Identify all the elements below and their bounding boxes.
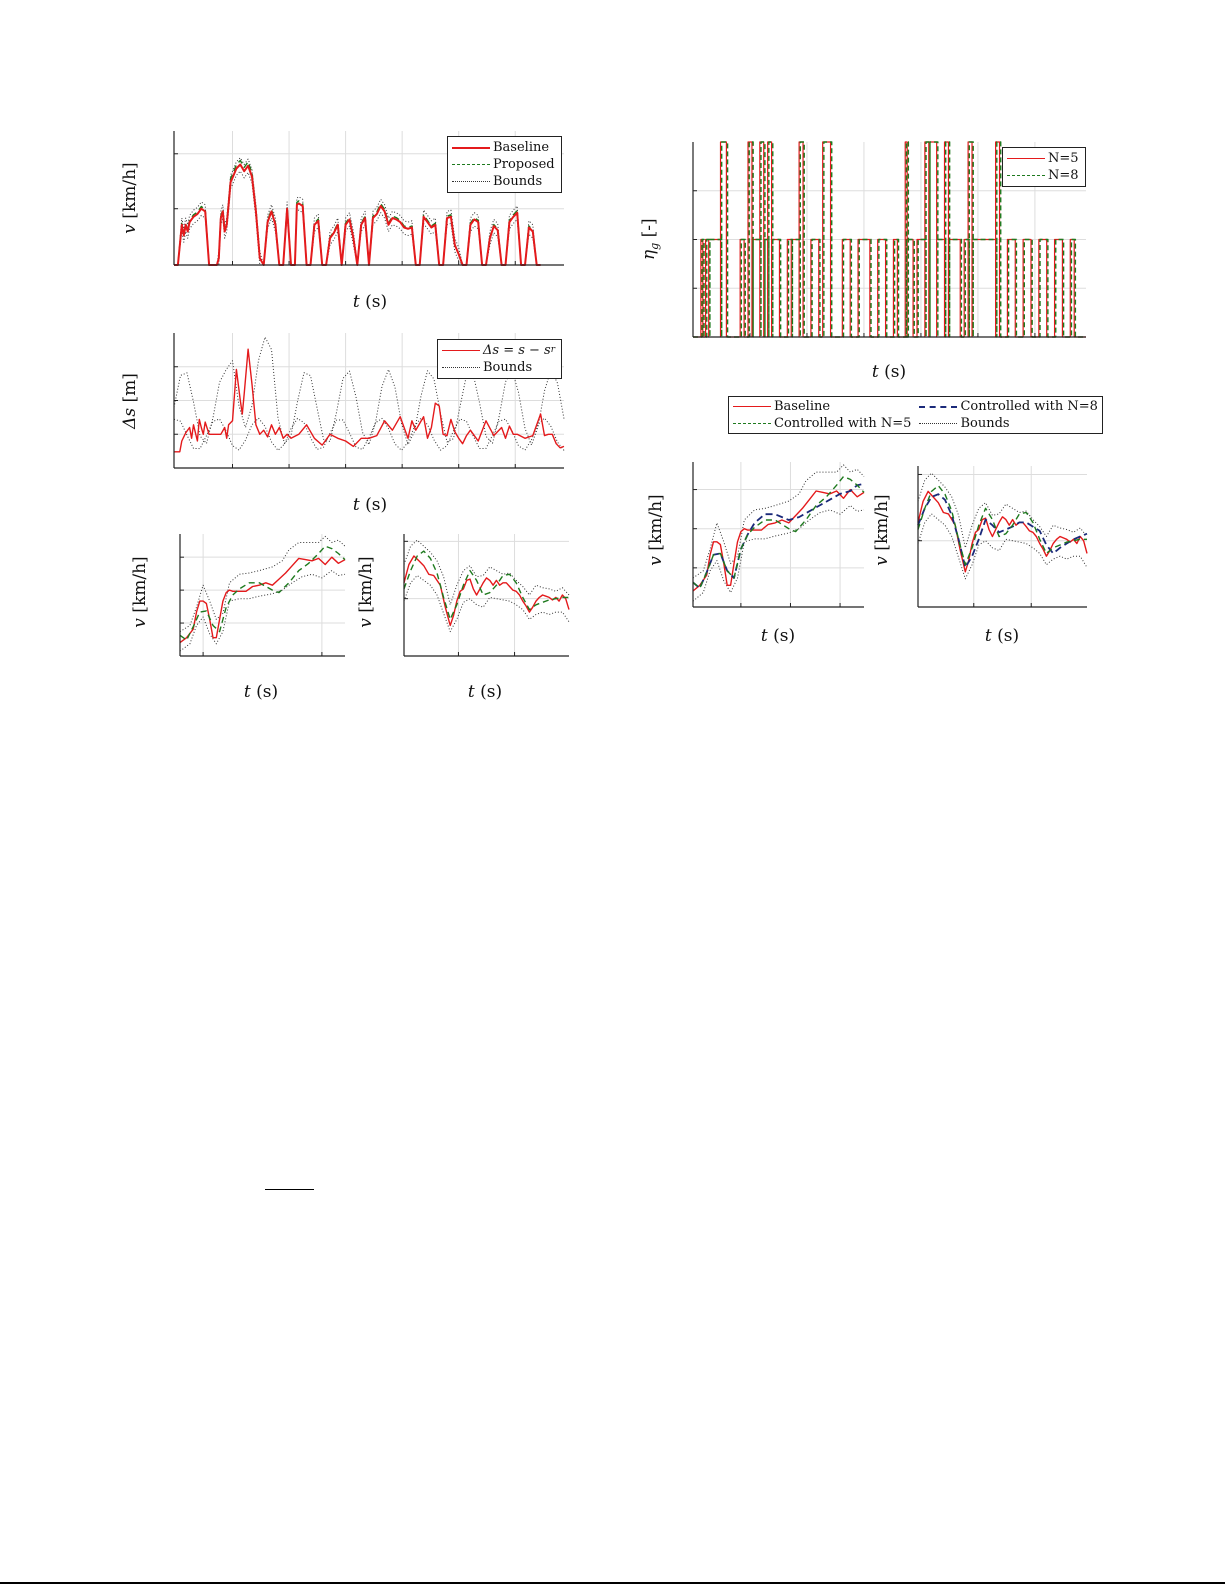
y-axis-label: $\eta_g$ [-] bbox=[638, 218, 662, 261]
page-bottom-rule bbox=[0, 1582, 1225, 1584]
legend-item-delta-s: Δs = s − s r bbox=[442, 342, 555, 359]
footnote-rule bbox=[265, 1189, 314, 1190]
x-axis-label: t (s) bbox=[984, 626, 1020, 646]
y-axis-label: v [km/h] bbox=[872, 494, 892, 566]
bound-line bbox=[918, 514, 1087, 579]
x-axis-label: t (s) bbox=[352, 292, 388, 312]
y-axis-label: v [km/h] bbox=[130, 556, 150, 628]
plot-speed-zoom-2-right bbox=[0, 0, 1225, 660]
y-axis-label: v [km/h] bbox=[120, 162, 140, 234]
y-axis-label: v [km/h] bbox=[356, 556, 376, 628]
legend-item-bounds: Bounds bbox=[442, 359, 555, 376]
legend-item-n5: N=5 bbox=[1007, 150, 1079, 167]
x-axis-label: t (s) bbox=[871, 362, 907, 382]
y-axis-label: v [km/h] bbox=[646, 494, 666, 566]
legend-item-bounds: Bounds bbox=[452, 173, 555, 190]
x-axis-label: t (s) bbox=[243, 682, 279, 702]
x-axis-label: t (s) bbox=[467, 682, 503, 702]
legend-item-proposed: Proposed bbox=[452, 156, 555, 173]
legend-item-n8: N=8 bbox=[1007, 167, 1079, 184]
legend-item-baseline: Baseline bbox=[733, 398, 911, 415]
controlled-with-n-8-line bbox=[918, 494, 1087, 567]
legend-item-controlled-n5: Controlled with N=5 bbox=[733, 415, 911, 432]
x-axis-label: t (s) bbox=[352, 495, 388, 515]
y-axis-label: Δs [m] bbox=[120, 373, 140, 429]
x-axis-label: t (s) bbox=[760, 626, 796, 646]
legend-item-controlled-n8: Controlled with N=8 bbox=[919, 398, 1097, 415]
legend-item-bounds: Bounds bbox=[919, 415, 1097, 432]
legend-item-baseline: Baseline bbox=[452, 139, 555, 156]
chart-speed-zoom-2-right bbox=[0, 0, 1225, 660]
